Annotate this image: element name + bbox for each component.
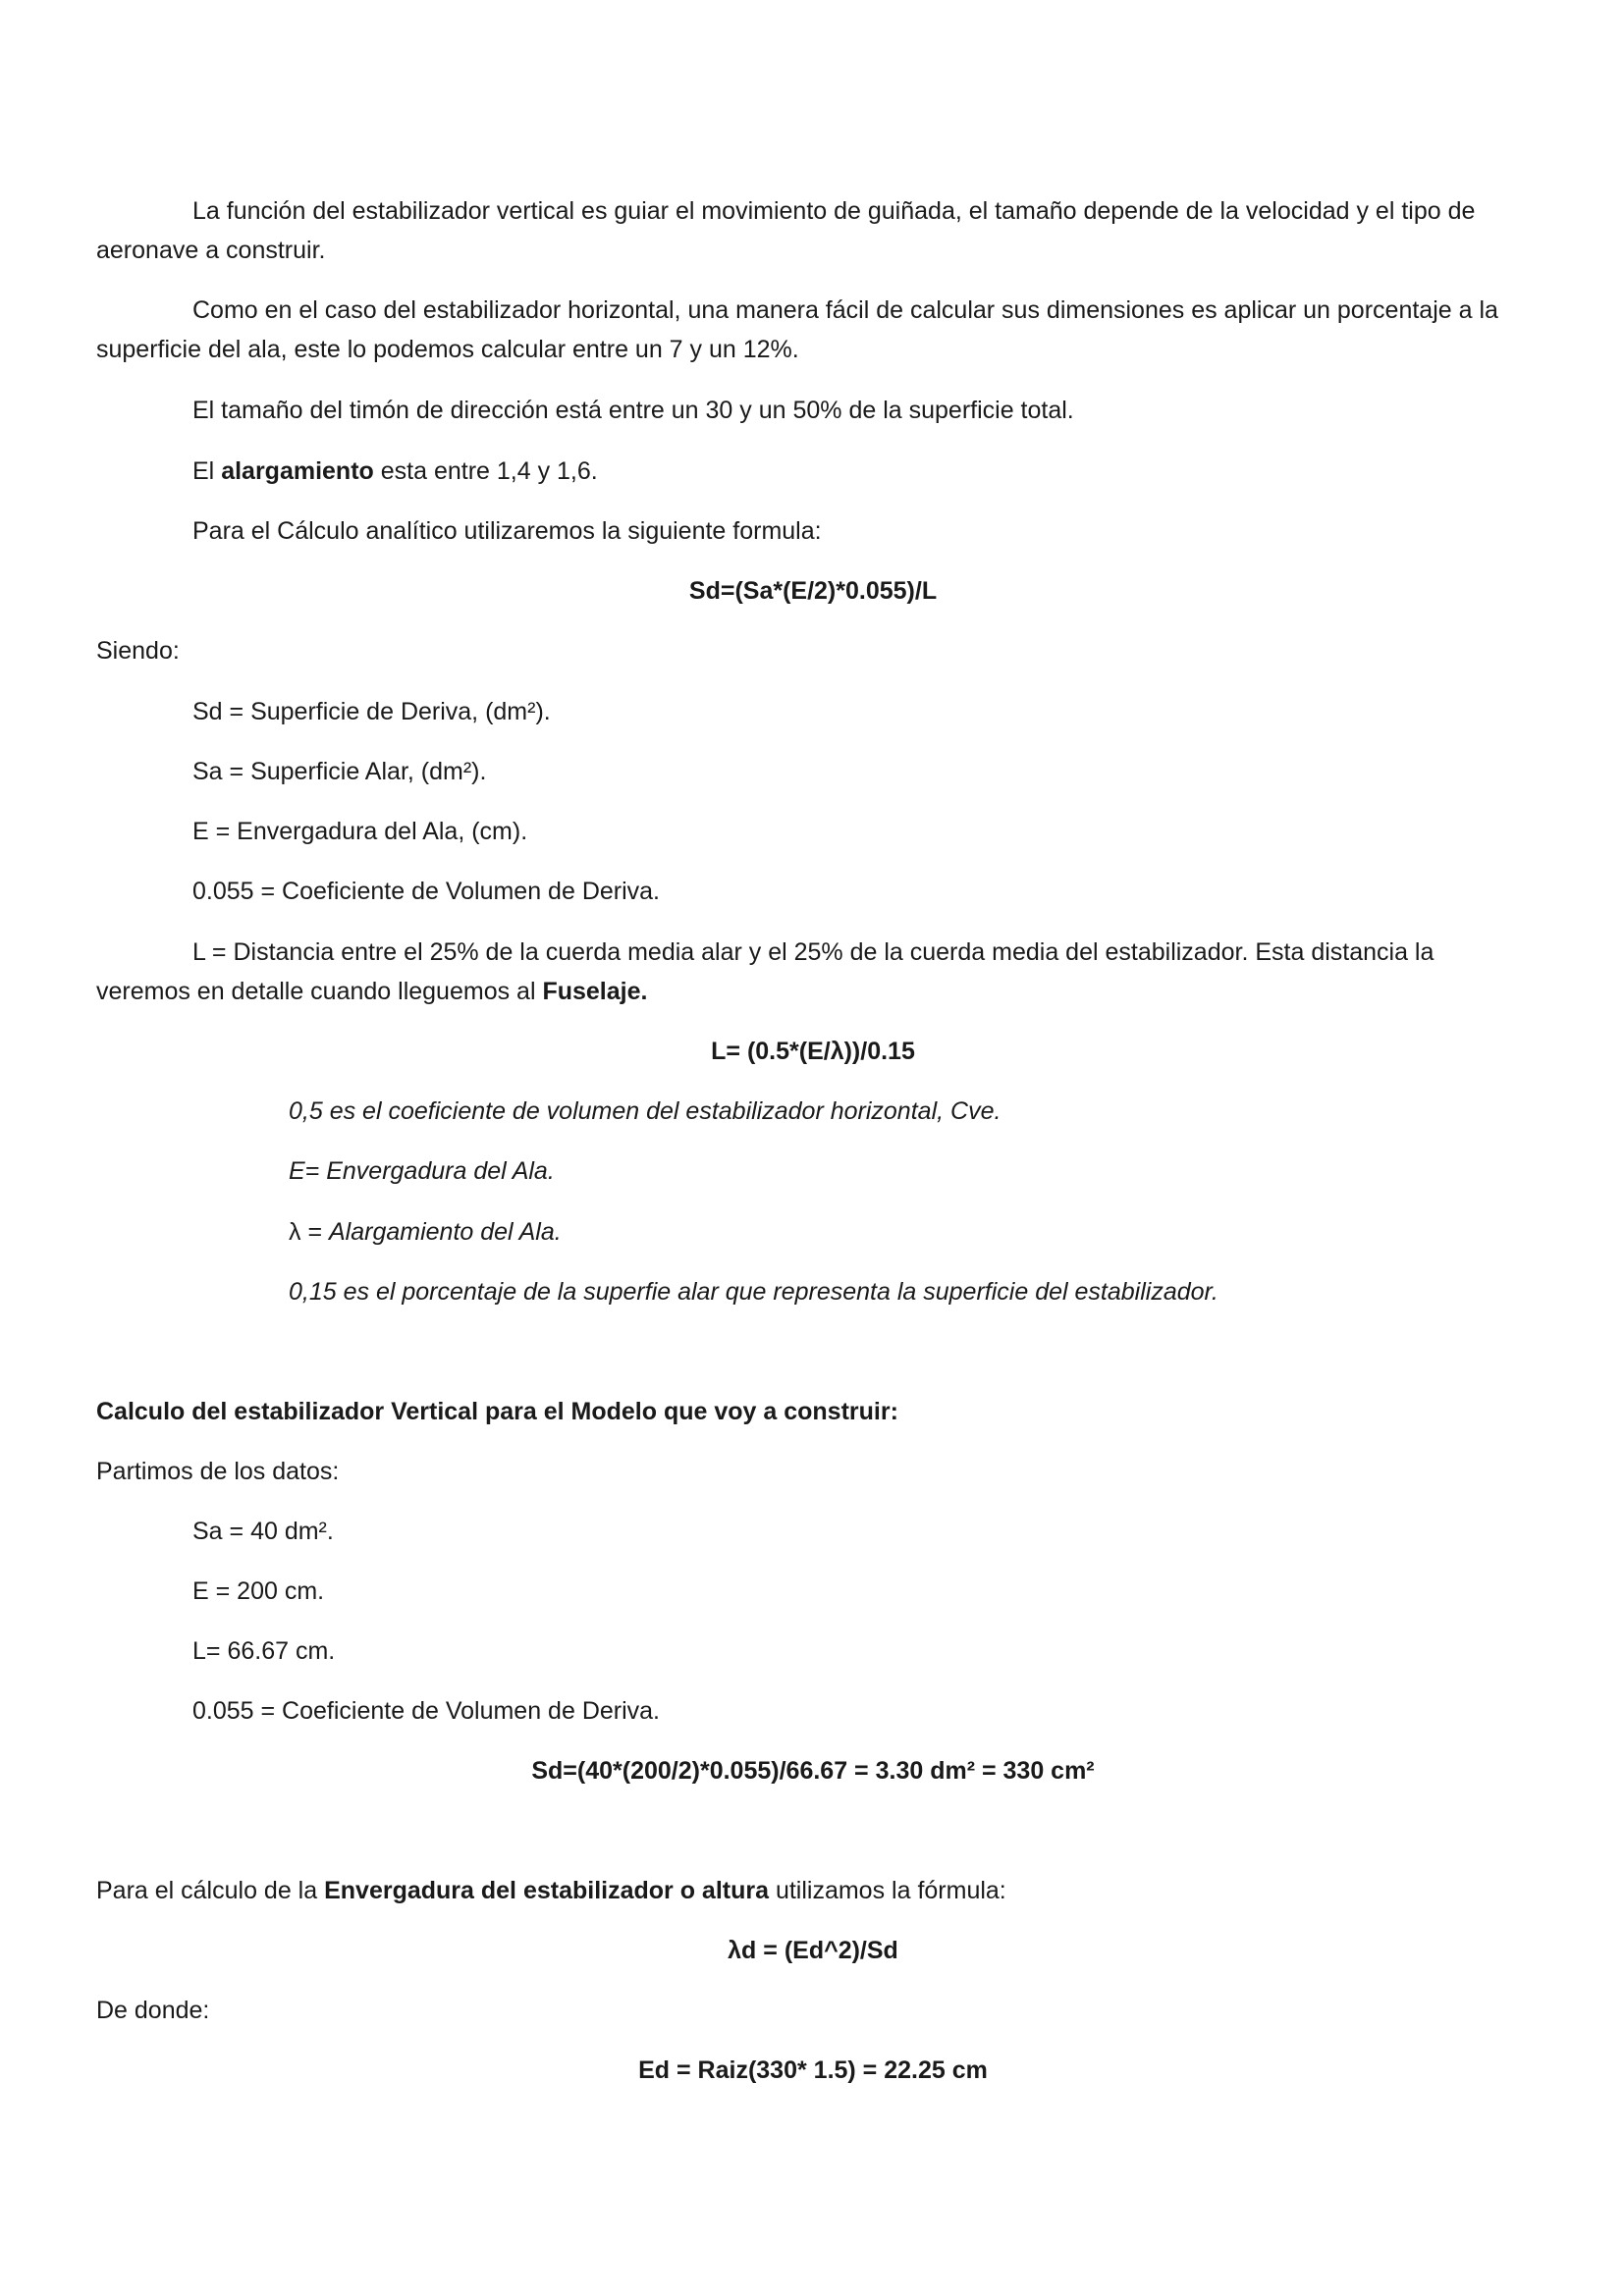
definition-e: E = Envergadura del Ala, (cm). xyxy=(192,818,528,845)
paragraph-text: Como en el caso del estabilizador horizontal, una manera fácil de calcular sus dimensiones es aplicar un porcentaje a la superficie del ala, este lo podemos calcular entre un 7 y un 12%. xyxy=(96,296,1498,363)
text-span: utilizamos la fórmula: xyxy=(769,1877,1006,1904)
formula-text: Sd=(40*(200/2)*0.055)/66.67 = 3.30 dm² = 330 cm² xyxy=(531,1757,1095,1785)
definition-sa: Sa = Superficie Alar, (dm²). xyxy=(192,758,487,785)
siendo-label: Siendo: xyxy=(96,637,180,665)
text-span: Alargamiento del Ala. xyxy=(329,1218,562,1246)
paragraph-text: La función del estabilizador vertical es guiar el movimiento de guiñada, el tamaño depende de la velocidad y el tipo de aeronave a construir. xyxy=(96,197,1476,264)
envergadura-paragraph xyxy=(96,1871,1530,1910)
bold-term: Fuselaje. xyxy=(542,978,648,1005)
paragraph-intro-2 xyxy=(96,291,1530,369)
result-sd xyxy=(96,1751,1530,1790)
formula-text: Ed = Raiz(330* 1.5) = 22.25 cm xyxy=(638,2056,988,2084)
note-porcentaje: 0,15 es el porcentaje de la superfie alar que representa la superficie del estabilizador. xyxy=(289,1278,1218,1306)
lambda-symbol: λ = xyxy=(289,1218,329,1246)
note-alargamiento xyxy=(289,1212,1526,1252)
paragraph-intro-1 xyxy=(96,191,1530,270)
note-cve: 0,5 es el coeficiente de volumen del estabilizador horizontal, Cve. xyxy=(289,1097,1001,1125)
bold-term: Envergadura del estabilizador o altura xyxy=(324,1877,769,1904)
calc-heading xyxy=(96,1392,1530,1431)
text-span: esta entre 1,4 y 1,6. xyxy=(373,457,598,485)
formula-text: Sd=(Sa*(E/2)*0.055)/L xyxy=(688,577,938,605)
paragraph-intro-4 xyxy=(192,452,1528,491)
result-ed xyxy=(96,2051,1530,2090)
definition-coef: 0.055 = Coeficiente de Volumen de Deriva. xyxy=(192,878,661,905)
paragraph-intro-3: El tamaño del timón de dirección está entre un 30 y un 50% de la superficie total. xyxy=(192,397,1074,424)
formula-text: λd = (Ed^2)/Sd xyxy=(728,1937,898,1964)
formula-l xyxy=(96,1032,1530,1071)
partimos-label: Partimos de los datos: xyxy=(96,1458,340,1485)
formula-text: L= (0.5*(E/λ))/0.15 xyxy=(711,1038,915,1065)
text-span: El xyxy=(192,457,222,485)
bold-term: alargamiento xyxy=(221,457,374,485)
text-span: L = Distancia entre el 25% de la cuerda media alar y el 25% de la cuerda media del estabilizador. Esta distancia la veremos en detalle cuando lleguemos al xyxy=(96,938,1435,1005)
definition-sd: Sd = Superficie de Deriva, (dm²). xyxy=(192,698,551,725)
data-coef: 0.055 = Coeficiente de Volumen de Deriva. xyxy=(192,1697,661,1725)
de-donde-label: De donde: xyxy=(96,1997,210,2024)
data-e: E = 200 cm. xyxy=(192,1577,325,1605)
text-span: Para el cálculo de la xyxy=(96,1877,325,1904)
heading-text: Calculo del estabilizador Vertical para el Modelo que voy a construir: xyxy=(96,1398,898,1425)
definition-l xyxy=(96,933,1530,1011)
note-envergadura: E= Envergadura del Ala. xyxy=(289,1157,555,1185)
paragraph-intro-5: Para el Cálculo analítico utilizaremos la siguiente formula: xyxy=(192,517,822,545)
formula-lambda xyxy=(96,1931,1530,1970)
data-l: L= 66.67 cm. xyxy=(192,1637,336,1665)
formula-sd xyxy=(96,571,1530,611)
data-sa: Sa = 40 dm². xyxy=(192,1518,334,1545)
